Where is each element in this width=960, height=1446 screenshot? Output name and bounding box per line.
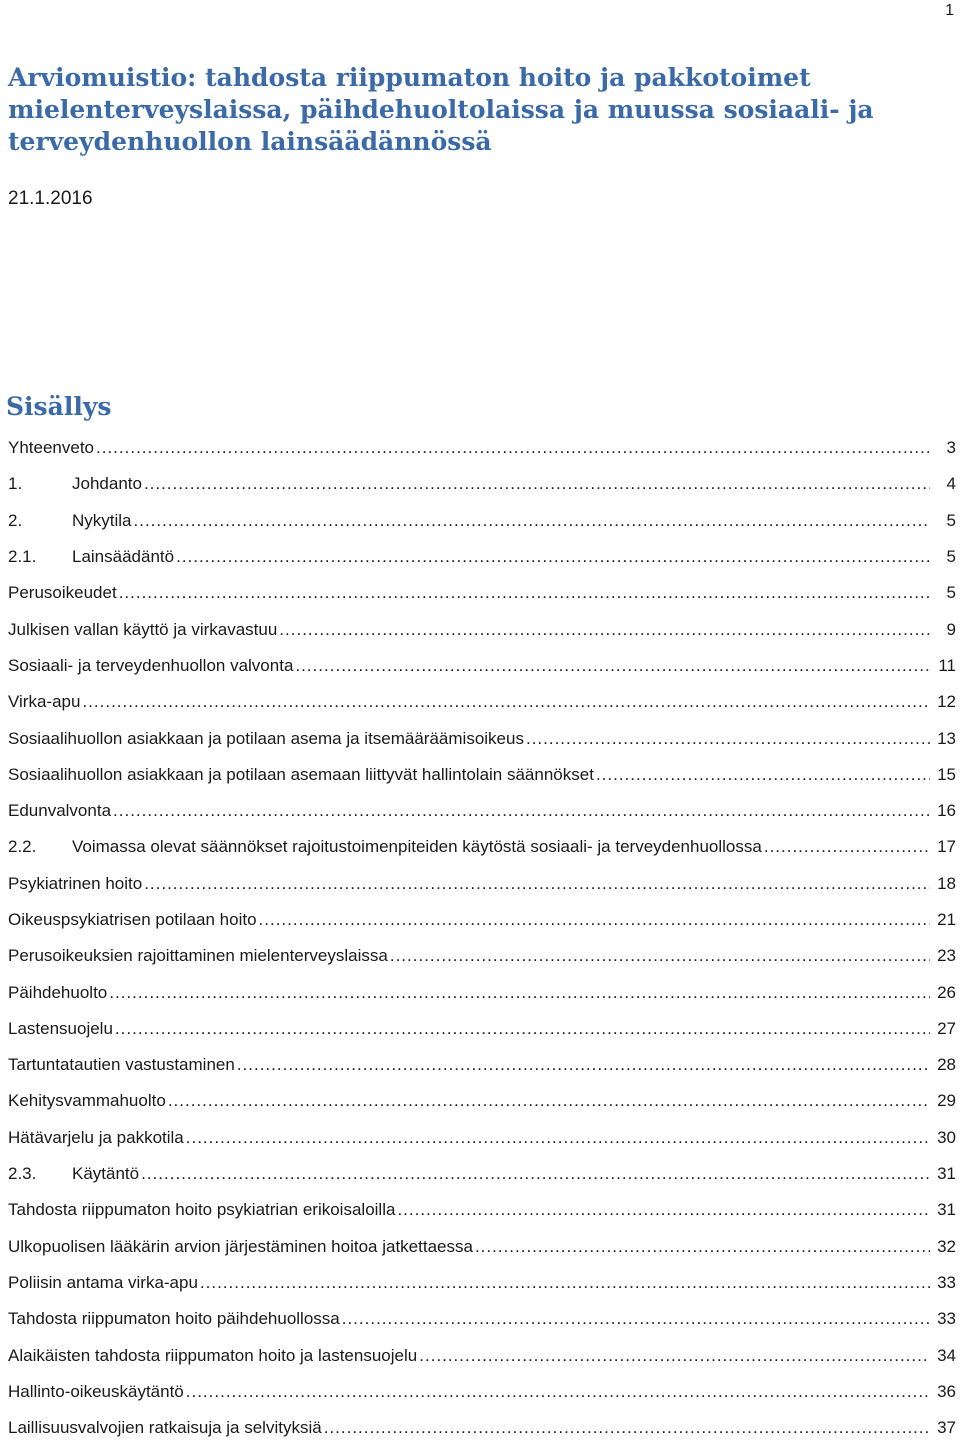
toc-entry-label: Edunvalvonta [8,801,112,821]
toc-entry[interactable] [8,1374,958,1410]
toc-dot-leader [475,1237,930,1257]
document-title-line: mielenterveyslaissa, päihdehuoltolaissa ja muussa sosiaali- ja [8,95,874,124]
page-number: 1 [945,2,954,19]
toc-dot-leader [82,692,930,712]
toc-entry-page: 33 [937,1309,956,1329]
toc-entry-label: Lastensuojelu [8,1018,113,1038]
toc-entry-label: Julkisen vallan käyttö ja virkavastuu [8,619,278,639]
toc-entry[interactable] [8,1156,958,1192]
document-title-line: terveydenhuollon lainsäädännössä [8,127,492,156]
toc-entry-label: Johdanto [72,474,142,494]
toc-dot-leader [526,729,930,749]
toc-entry-page: 5 [946,547,956,567]
toc-entry[interactable] [8,539,958,575]
toc-dot-leader [342,1309,930,1329]
toc-entry[interactable] [8,684,958,720]
toc-dot-leader [113,801,930,821]
toc-entry-label: Nykytila [72,510,132,530]
toc-entry[interactable] [8,866,958,902]
toc-entry[interactable] [8,1047,958,1083]
toc-dot-leader [168,1091,930,1111]
toc-dot-leader [324,1418,930,1438]
toc-entry[interactable] [8,1265,958,1301]
toc-entry[interactable] [8,902,958,938]
toc-entry-page: 18 [937,873,956,893]
toc-entry-page: 29 [937,1091,956,1111]
toc-entry-number: 2.2. [8,837,37,857]
toc-entry-number: 2. [8,510,23,530]
toc-entry-label: Voimassa olevat säännökset rajoitustoimenpiteiden käytöstä sosiaali- ja terveydenhuollossa [72,837,762,857]
toc-entry-page: 13 [937,728,956,748]
toc-entry-page: 31 [937,1200,956,1220]
toc-entry-page: 26 [937,982,956,1002]
toc-dot-leader [119,583,930,603]
toc-dot-leader [109,983,930,1003]
toc-entry-label: Käytäntö [72,1164,140,1184]
toc-dot-leader [141,1164,930,1184]
toc-entry-label: Alaikäisten tahdosta riippumaton hoito ja lastensuojelu [8,1345,418,1365]
toc-dot-leader [200,1273,930,1293]
toc-entry-page: 4 [946,474,956,494]
toc-dot-leader [390,946,930,966]
toc-entry-number: 2.3. [8,1164,37,1184]
toc-dot-leader [144,474,930,494]
toc-entry-page: 5 [946,583,956,603]
toc-entry[interactable] [8,1011,958,1047]
toc-entry[interactable] [8,611,958,647]
toc-entry-label: Sosiaalihuollon asiakkaan ja potilaan asemaan liittyvät hallintolain säännökset [8,764,594,784]
toc-entry-page: 30 [937,1127,956,1147]
toc-entry-label: Hätävarjelu ja pakkotila [8,1127,184,1147]
document-title [8,62,908,158]
toc-entry-label: Tahdosta riippumaton hoito psykiatrian erikoisaloilla [8,1200,396,1220]
toc-entry-page: 31 [937,1164,956,1184]
toc-dot-leader [237,1055,930,1075]
toc-entry-label: Lainsäädäntö [72,547,175,567]
toc-entry-label: Kehitysvammahuolto [8,1091,166,1111]
toc-entry[interactable] [8,757,958,793]
toc-dot-leader [186,1128,930,1148]
toc-entry-page: 11 [938,655,956,675]
toc-entry-page: 12 [937,692,956,712]
toc-entry-label: Poliisin antama virka-apu [8,1272,198,1292]
toc-entry-label: Oikeuspsykiatrisen potilaan hoito [8,910,257,929]
toc-entry-label: Sosiaalihuollon asiakkaan ja potilaan asema ja itsemääräämisoikeus [8,728,524,748]
toc-entry-label: Tartuntatautien vastustaminen [8,1055,235,1075]
toc-dot-leader [259,910,930,930]
toc-entry-label: Virka-apu [8,692,81,712]
toc-entry[interactable] [8,829,958,865]
toc-entry[interactable] [8,974,958,1010]
document-title-line: Arviomuistio: tahdosta riippumaton hoito ja pakkotoimet [8,63,811,92]
toc-dot-leader [144,874,930,894]
toc-entry-number: 1. [8,474,23,494]
toc-entry-label: Ulkopuolisen lääkärin arvion järjestäminen hoitoa jatkettaessa [8,1236,473,1256]
toc-entry[interactable] [8,648,958,684]
toc-entry-page: 9 [946,619,956,639]
toc-entry[interactable] [8,793,958,829]
toc-dot-leader [176,547,930,567]
toc-entry-page: 15 [937,764,956,784]
toc-entry[interactable] [8,1083,958,1119]
toc-entry-page: 5 [946,510,956,530]
toc-entry-label: Perusoikeudet [8,583,117,603]
toc-entry[interactable] [8,1120,958,1156]
toc-entry-label: Hallinto-oikeuskäytäntö [8,1381,184,1401]
toc-entry-page: 28 [937,1055,956,1075]
toc-entry-page: 34 [937,1345,956,1365]
toc-entry[interactable] [8,938,958,974]
toc-entry-page: 17 [937,837,956,857]
toc-entry-page: 27 [937,1018,956,1038]
toc-entry-label: Yhteenveto [8,438,95,458]
toc-entry[interactable] [8,430,958,466]
toc-dot-leader [96,438,930,458]
toc-dot-leader [186,1382,930,1402]
toc-dot-leader [134,511,930,531]
toc-entry-page: 32 [937,1236,956,1256]
toc-entry-page: 23 [937,946,956,966]
table-of-contents [8,430,958,1446]
toc-entry-page: 16 [937,801,956,821]
toc-dot-leader [764,837,930,857]
toc-heading: Sisällys [6,392,112,421]
toc-entry-page: 36 [937,1381,956,1401]
toc-entry[interactable] [8,1192,958,1228]
document-date: 21.1.2016 [8,188,93,209]
toc-entry-label: Psykiatrinen hoito [8,873,143,893]
toc-entry[interactable] [8,1337,958,1373]
toc-dot-leader [596,765,930,785]
toc-entry-page: 33 [937,1272,956,1292]
toc-entry-label: Perusoikeuksien rajoittaminen mielenterveyslaissa [8,946,388,966]
toc-dot-leader [397,1200,930,1220]
toc-entry-label: Sosiaali- ja terveydenhuollon valvonta [8,655,294,675]
toc-dot-leader [419,1346,930,1366]
toc-entry-label: Laillisuusvalvojien ratkaisuja ja selvityksiä [8,1418,322,1438]
toc-dot-leader [295,656,930,676]
toc-entry-page: 3 [946,438,956,458]
toc-dot-leader [279,620,930,640]
toc-entry-label: Tahdosta riippumaton hoito päihdehuollossa [8,1309,340,1329]
toc-entry[interactable] [8,1301,958,1337]
toc-entry[interactable] [8,720,958,756]
toc-entry-label: Päihdehuolto [8,982,108,1002]
toc-entry[interactable] [8,575,958,611]
toc-dot-leader [115,1019,930,1039]
toc-entry-page: 37 [937,1418,956,1438]
toc-entry-number: 2.1. [8,547,37,567]
toc-entry[interactable] [8,503,958,539]
toc-entry[interactable] [8,1229,958,1265]
toc-entry[interactable] [8,466,958,502]
toc-entry-page: 21 [937,910,956,929]
